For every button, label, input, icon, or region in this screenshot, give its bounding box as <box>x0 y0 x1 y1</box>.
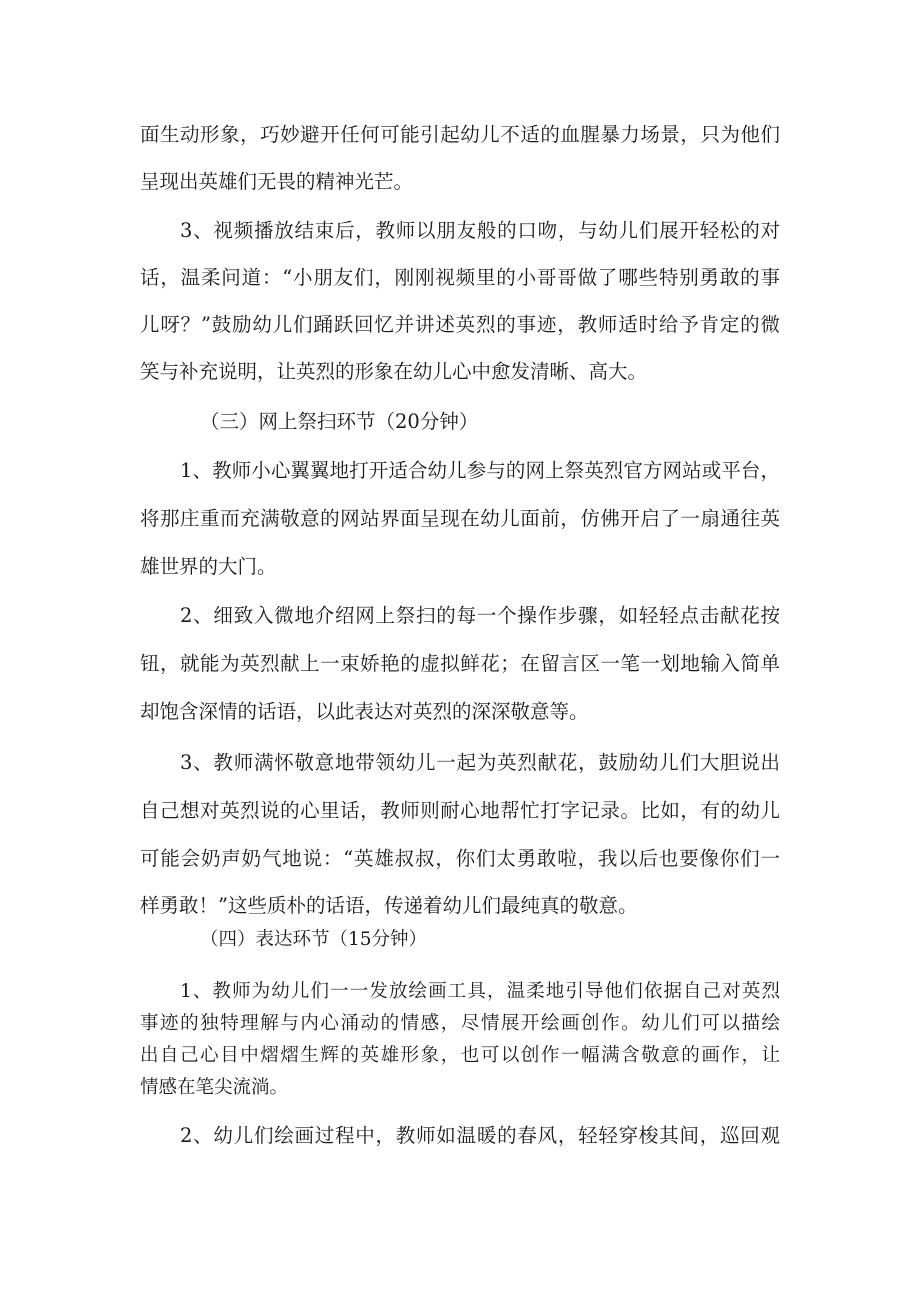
text-line: 面生动形象，巧妙避开任何可能引起幼儿不适的血腥暴力场景，只为他们 <box>140 123 780 146</box>
text-line: 可能会奶声奶气地说：“英雄叔叔，你们太勇敢啦，我以后也要像你们一 <box>140 847 780 870</box>
text-line: 1、教师为幼儿们一一发放绘画工具，温柔地引导他们依据自己对英烈 <box>180 981 780 1002</box>
text-line: 呈现出英雄们无畏的精神光芒。 <box>140 170 414 193</box>
text-line: 却饱含深情的话语，以此表达对英烈的深深敬意等。 <box>140 700 589 723</box>
text-line: 情感在笔尖流淌。 <box>140 1077 289 1098</box>
text-line: 事迹的独特理解与内心涌动的情感，尽情展开绘画创作。幼儿们可以描绘 <box>140 1013 780 1034</box>
text-line: 3、教师满怀敬意地带领幼儿一起为英烈献花，鼓励幼儿们大胆说出 <box>180 751 780 774</box>
text-line: 3、视频播放结束后，教师以朋友般的口吻，与幼儿们展开轻松的对 <box>180 219 780 242</box>
text-line: 笑与补充说明，让英烈的形象在幼儿心中愈发清晰、高大。 <box>140 360 648 383</box>
text-line: 2、细致入微地介绍网上祭扫的每一个操作步骤，如轻轻点击献花按 <box>180 604 780 627</box>
section-heading: （四）表达环节（15分钟） <box>200 929 428 950</box>
text-line: 话，温柔问道：“小朋友们，刚刚视频里的小哥哥做了哪些特别勇敢的事 <box>140 266 780 289</box>
text-line: 1、教师小心翼翼地打开适合幼儿参与的网上祭英烈官方网站或平台， <box>180 459 780 482</box>
text-line: 自己想对英烈说的心里话，教师则耐心地帮忙打字记录。比如，有的幼儿 <box>140 799 780 822</box>
section-heading: （三）网上祭扫环节（20分钟） <box>200 410 479 433</box>
text-line: 钮，就能为英烈献上一束娇艳的虚拟鲜花；在留言区一笔一划地输入简单 <box>140 652 780 675</box>
text-line: 2、幼儿们绘画过程中，教师如温暖的春风，轻轻穿梭其间，巡回观 <box>180 1124 780 1147</box>
text-line: 雄世界的大门。 <box>140 555 277 578</box>
text-line: 出自己心目中熠熠生辉的英雄形象，也可以创作一幅满含敬意的画作，让 <box>140 1045 780 1066</box>
text-line: 样勇敢！”这些质朴的话语，传递着幼儿们最纯真的敬意。 <box>140 894 638 917</box>
text-line: 儿呀？”鼓励幼儿们踊跃回忆并讲述英烈的事迹，教师适时给予肯定的微 <box>140 313 780 336</box>
text-line: 将那庄重而充满敬意的网站界面呈现在幼儿面前，仿佛开启了一扇通往英 <box>140 507 780 530</box>
